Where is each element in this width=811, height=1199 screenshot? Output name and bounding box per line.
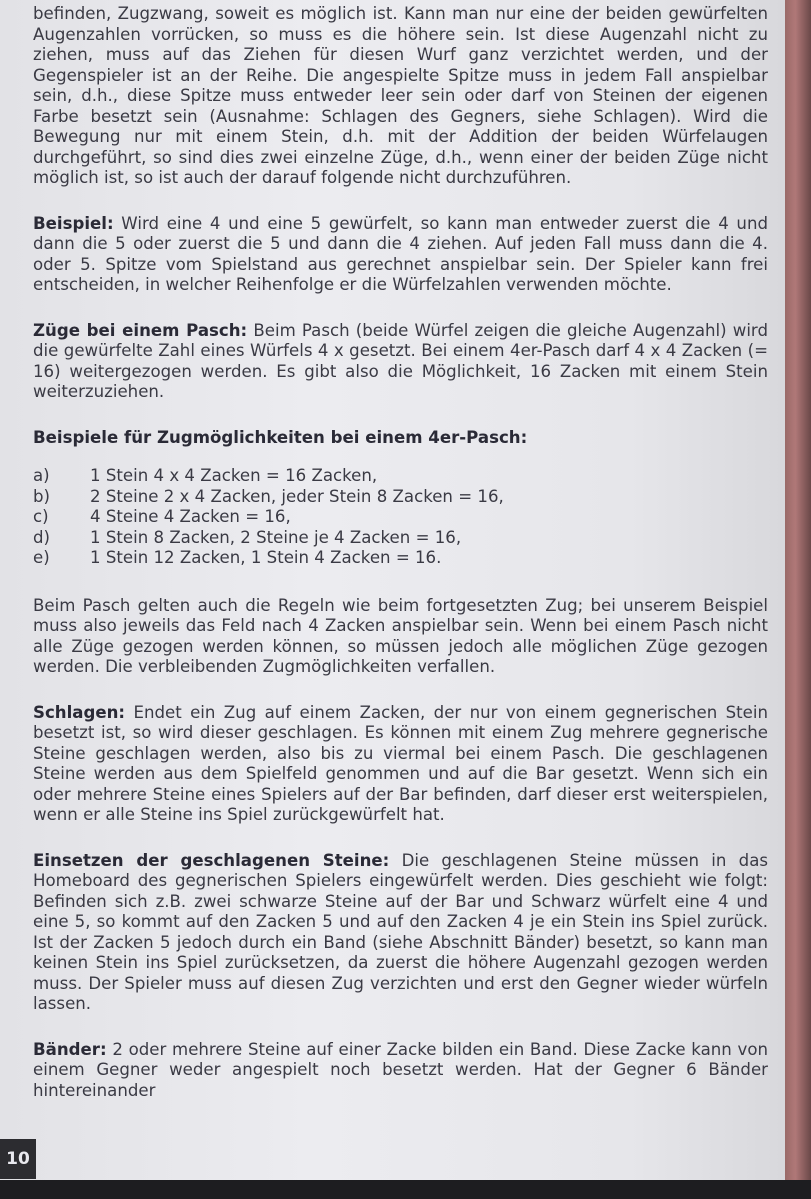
book-edge [785, 0, 811, 1199]
pasch-paragraph [33, 321, 768, 403]
page-bottom-shadow [0, 1180, 811, 1199]
examples-list [33, 466, 768, 569]
page-number: 10 [0, 1139, 36, 1179]
schlagen-paragraph [33, 703, 768, 826]
baender-paragraph [33, 1040, 768, 1102]
list-item: b) 2 Steine 2 x 4 Zacken, jeder Stein 8 Zacken = 16, [33, 486, 504, 506]
schlagen-label: Schlagen: [33, 702, 126, 722]
beispiel-paragraph [33, 214, 768, 296]
list-item: c) 4 Steine 4 Zacken = 16, [33, 507, 291, 526]
pasch-label: Züge bei einem Pasch: [33, 320, 248, 340]
einsetzen-paragraph [33, 851, 768, 1015]
page-body [33, 4, 768, 1101]
einsetzen-label: Einsetzen der geschlagenen Steine: [33, 850, 390, 870]
after-list-paragraph: Beim Pasch gelten auch die Regeln wie beim fortgesetzten Zug; bei unserem Beispiel muss also jeweils das Feld nach 4 Zacken anspielbar sein. Wenn bei einem Pasch nicht alle Züge gezogen werden können, so müssen jedoch alle möglichen Züge gezogen werden. Die verbleibenden Zugmöglichkeiten verfallen. [33, 595, 768, 676]
schlagen-text: Endet ein Zug auf einem Zacken, der nur von einem gegnerischen Stein besetzt ist, so wird dieser geschlagen. Es können mit einem Zug mehrere gegnerische Steine geschlagen werden, also bis zu viermal bei einem Pasch. Die geschlagenen Steine werden aus dem Spielfeld genommen und auf die Bar gesetzt. Wenn sich ein oder mehrere Steine eines Spielers auf der Bar befinden, darf dieser erst weiterspielen, wenn er alle Steine ins Spiel zurückgewürfelt hat. [33, 702, 768, 824]
intro-paragraph: befinden, Zugzwang, soweit es möglich ist. Kann man nur eine der beiden gewürfelten Augenzahlen vorrücken, so muss es die höhere sein. Ist diese Augenzahl nicht zu ziehen, muss auf das Ziehen für diesen Wurf ganz verzichtet werden, und der Gegenspieler ist an der Reihe. Die angespielte Spitze muss in jedem Fall anspielbar sein, d.h., diese Spitze muss entweder leer sein oder darf von Steinen der eigenen Farbe besetzt sein (Ausnahme: Schlagen des Gegners, siehe Schlagen). Wird die Bewegung nur mit einem Stein, d.h. mit der Addition der beiden Würfelaugen durchgeführt, so sind dies zwei einzelne Züge, d.h., wenn einer der beiden Züge nicht möglich ist, so ist auch der darauf folgende nicht durchzuführen. [33, 4, 768, 187]
baender-text: 2 oder mehrere Steine auf einer Zacke bilden ein Band. Diese Zacke kann von einem Gegner weder angespielt noch besetzt werden. Hat der Gegner 6 Bänder hintereinander [33, 1039, 768, 1100]
baender-label: Bänder: [33, 1039, 107, 1059]
pasch-text: Beim Pasch (beide Würfel zeigen die gleiche Augenzahl) wird die gewürfelte Zahl eines Würfels 4 x gesetzt. Bei einem 4er-Pasch darf 4 x 4 Zacken (= 16) weitergezogen werden. Es gibt also die Möglichkeit, 16 Zacken mit einem Stein weiterzuziehen. [33, 320, 768, 401]
list-item: d) 1 Stein 8 Zacken, 2 Steine je 4 Zacken = 16, [33, 527, 462, 547]
examples-heading: Beispiele für Zugmöglichkeiten bei einem 4er-Pasch: [33, 427, 528, 447]
einsetzen-text: Die geschlagenen Steine müssen in das Homeboard des gegnerischen Spielers eingewürfelt werden. Dies geschieht wie folgt: Befinden sich z.B. zwei schwarze Steine auf der Bar und Schwarz würfelt eine 4 und eine 5, so kommt auf den Zacken 5 und auf den Zacken 4 je ein Stein ins Spiel zurück. Ist der Zacken 5 jedoch durch ein Band (siehe Abschnitt Bänder) besetzt, so kann man keinen Stein ins Spiel zurücksetzen, da zuerst die höhere Augenzahl gezogen werden muss. Der Spieler muss auf diesen Zug verzichten und erst den Gegner wieder würfeln lassen. [33, 850, 769, 1013]
beispiel-label: Beispiel: [33, 213, 114, 233]
list-item: e) 1 Stein 12 Zacken, 1 Stein 4 Zacken = 16. [33, 548, 442, 567]
list-item: a) 1 Stein 4 x 4 Zacken = 16 Zacken, [33, 466, 378, 485]
beispiel-text: Wird eine 4 und eine 5 gewürfelt, so kann man entweder zuerst die 4 und dann die 5 oder zuerst die 5 und dann die 4 ziehen. Auf jeden Fall muss dann die 4. oder 5. Spitze vom Spielstand aus gerechnet anspielbar sein. Der Spieler kann frei entscheiden, in welcher Reihenfolge er die Würfelzahlen verwenden möchte. [33, 213, 768, 294]
